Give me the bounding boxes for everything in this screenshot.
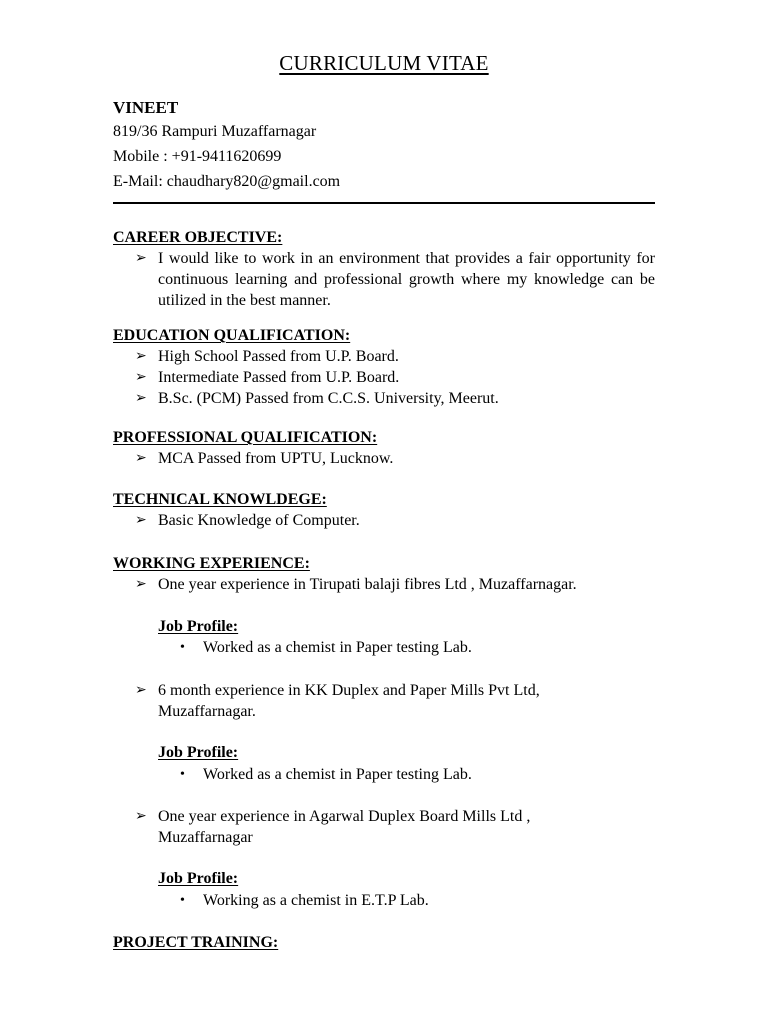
address-line: 819/36 Rampuri Muzaffarnagar [113,123,317,140]
education-item-text: Intermediate Passed from U.P. Board. [158,369,400,386]
job-company-text: One year experience in Tirupati balaji fibres Ltd , Muzaffarnagar. [158,576,577,593]
list-item [113,248,655,311]
mobile-line: Mobile : +91-9411620699 [113,148,282,165]
list-item [113,806,655,848]
education-item-text: B.Sc. (PCM) Passed from C.C.S. University, Meerut. [158,390,499,407]
job-company-text-cont: Muzaffarnagar [158,829,253,846]
dot-bullet-icon: • [180,767,185,782]
technical-heading: TECHNICAL KNOWLDEGE: [113,491,327,508]
contact-block [113,96,658,194]
arrow-bullet-icon: ➢ [135,809,147,824]
job-company-text: One year experience in Agarwal Duplex Board Mills Ltd , [158,808,531,825]
arrow-bullet-icon: ➢ [135,391,147,406]
email-line: E-Mail: chaudhary820@gmail.com [113,173,341,190]
job-company-text-cont: Muzaffarnagar. [158,703,256,720]
dot-bullet-icon: • [180,893,185,908]
education-list [113,346,655,409]
project-training-heading: PROJECT TRAINING: [113,934,279,951]
experience-job-1 [113,574,655,595]
professional-list [113,448,655,469]
job-duty-item [158,764,472,785]
header-divider [113,202,655,204]
list-item [113,680,655,722]
job-company-text: 6 month experience in KK Duplex and Paper Mills Pvt Ltd, [158,682,540,699]
arrow-bullet-icon: ➢ [135,577,147,592]
dot-bullet-icon: • [180,640,185,655]
experience-job-2 [113,680,655,722]
job-profile-label: Job Profile: [158,744,239,761]
document-title: CURRICULUM VITAE [279,51,489,75]
list-item [113,388,655,409]
arrow-bullet-icon: ➢ [135,251,147,266]
job-duty-text: Worked as a chemist in Paper testing Lab. [203,639,472,656]
list-item [113,510,655,531]
professional-item-text: MCA Passed from UPTU, Lucknow. [158,450,394,467]
job-profile-label: Job Profile: [158,870,239,887]
experience-job-3 [113,806,655,848]
job-duty-item [158,637,472,658]
experience-heading: WORKING EXPERIENCE: [113,555,310,572]
list-item [113,448,655,469]
job-duty-text: Worked as a chemist in Paper testing Lab. [203,766,472,783]
career-objective-list [113,248,655,311]
arrow-bullet-icon: ➢ [135,513,147,528]
arrow-bullet-icon: ➢ [135,370,147,385]
list-item [113,346,655,367]
candidate-name: VINEET [113,98,179,117]
education-heading: EDUCATION QUALIFICATION: [113,327,351,344]
career-objective-heading: CAREER OBJECTIVE: [113,229,283,246]
arrow-bullet-icon: ➢ [135,683,147,698]
technical-list [113,510,655,531]
job-duty-item [158,890,429,911]
arrow-bullet-icon: ➢ [135,349,147,364]
list-item [113,367,655,388]
career-objective-text: I would like to work in an environment that provides a fair opportunity for continuous learning and professional growth where my knowledge can be utilized in the best manner. [158,250,655,309]
technical-item-text: Basic Knowledge of Computer. [158,512,360,529]
arrow-bullet-icon: ➢ [135,451,147,466]
list-item [113,574,655,595]
education-item-text: High School Passed from U.P. Board. [158,348,399,365]
job-duty-text: Working as a chemist in E.T.P Lab. [203,892,429,909]
job-profile-label: Job Profile: [158,618,239,635]
professional-heading: PROFESSIONAL QUALIFICATION: [113,429,378,446]
